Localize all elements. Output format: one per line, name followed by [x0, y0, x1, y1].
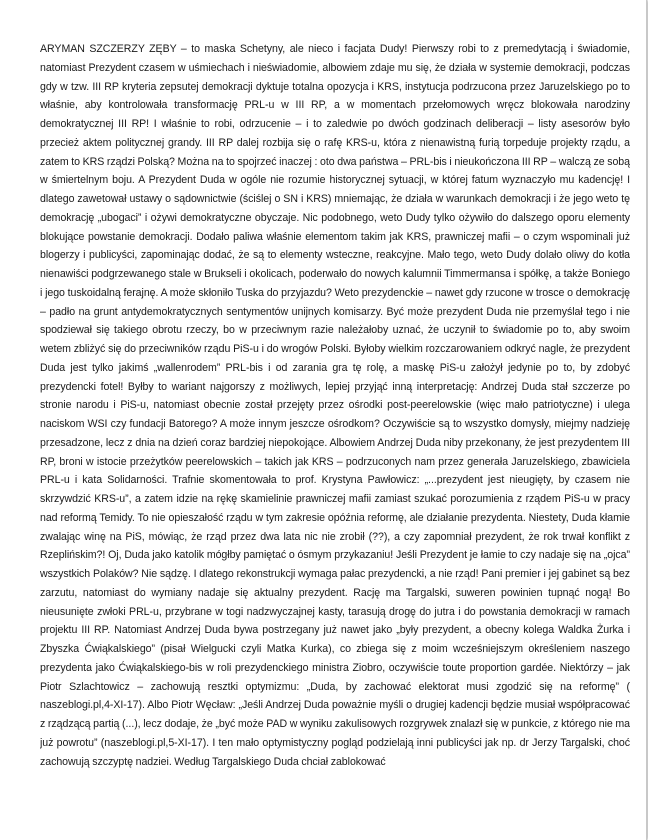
window-gutter: [648, 0, 658, 840]
document-body: [40, 40, 630, 840]
body-paragraph: ARYMAN SZCZERZY ZĘBY – to maska Schetyny, ale nieco i facjata Dudy! Pierwszy robi to z premedytacją i świadomie, natomiast Prezydent czasem w uśmiechach i nieświadomie, albowiem zdaje mu się, że działa w systemie demokracji, podczas gdy w tzw. III RP kryteria zepsutej demokracji dyktuje totalna opozycja i KRS, instytucja podrzucona przez Jaruzelskiego po to właśnie, aby kontrolowała transformację PRL-u w III RP, a w momentach przełomowych wręcz blokowała narodziny demokratycznej III RP! I właśnie to robi, odrzucenie – i to zaledwie po dwóch godzinach deliberacji – listy asesorów było przecież aktem politycznej grandy. III RP dalej rozbija się o rafę KRS-u, która z nienawistną furią torpeduje projekty rządu, a zatem to KRS rządzi Polską? Można na to spojrzeć inaczej : oto dwa państwa – PRL-bis i nieukończona III RP – walczą ze sobą w śmiertelnym boju. A Prezydent Duda w ogóle nie rozumie historycznej sytuacji, w której fatum wyznaczyło mu kadencję! I dlatego zawetował ustawy o sądownictwie (ściślej o SN i KRS) mniemając, że działa w warunkach demokracji i że jego weto tę demokrację „ubogaci” i ożywi demokratyczne obyczaje. Nic podobnego, weto Dudy tylko ożywiło do dalszego oporu elementy blokujące powstanie demokracji. Dodało paliwa właśnie elementom takim jak KRS, prawniczej mafii – o czym wspominali już blogerzy i publicyści, zapominając dodać, że są to elementy wsteczne, reakcyjne. Mało tego, weto Dudy dolało oliwy do kotła nienawiści podgrzewanego stale w Brukseli i okolicach, poderwało do nowych kalumnii Timmermansa i spółkę, a także Boniego i jego tuskoidalną ferajnę. A może skłoniło Tuska do przyjazdu? Weto prezydenckie – nawet gdy rzucone w trosce o demokrację – padło na grunt antydemokratycznych sentymentów unijnych komisarzy. Być może prezydent Duda nie przemyślał tego i nie spodziewał się takiego obrotu rzeczy, bo w przeciwnym razie należałoby uznać, że uczynił to świadomie po to, aby swoim wetem zbliżyć się do przeciwników rządu PiS-u i do wrogów Polski. Byłoby wielkim rozczarowaniem odkryć nagle, że prezydent Duda jest tylko jakimś „wallenrodem” PRL-bis i od zarania gra tę rolę, a maskę PiS-u założył jedynie po to, by zdobyć prezydencki fotel! Byłby to wariant najgorszy z możliwych, lepiej przyjąć inną interpretację: Andrzej Duda stał szczerze po stronie narodu i PiS-u, natomiast obecnie został przejęty przez ośrodki post-peerelowskie (więc mało patriotyczne) i ulega naciskom WSI czy fundacji Batorego? A może innym jeszcze ośrodkom? Oczywiście są to wszystko domysły, miejmy nadzieję przesadzone, lecz z dnia na dzień coraz bardziej niepokojące. Albowiem Andrzej Duda niby przekonany, że jest prezydentem III RP, broni w istocie przeżytków peerelowskich – takich jak KRS – podrzuconych nam przez generała Jaruzelskiego, zbawiciela PRL-u i kata Solidarności. Trafnie skomentowała to prof. Krystyna Pawłowicz: „...prezydent jest nieugięty, by czasem nie skrzywdzić KRS-u”, a zatem idzie na rękę skamielinie prawniczej mafii zamiast szukać porozumienia z rządem PiS-u w pracy nad reformą Temidy. To nie opieszałość rządu w tym zakresie opóźnia reformę, ale działanie prezydenta. Niestety, Duda kłamie zwalając winę na PiS, mówiąc, że rząd przez dwa lata nic nie zrobił (??), a czy zapomniał prezydent, że rok trwał konflikt z Rzeplińskim?! Oj, Duda jako katolik mógłby pamiętać o ósmym przykazaniu! Jeśli Prezydent je łamie to czy nadaje się na „ojca” wszystkich Polaków? Nie sądzę. I dlatego rekonstrukcji wymaga pałac prezydencki, a nie rząd! Pani premier i jej gabinet są bez zarzutu, natomiast do wymiany nadaje się aktualny prezydent. Rację ma Targalski, suweren powinien tupnąć nogą! Bo nieusunięte zwłoki PRL-u, przybrane w togi nadzwyczajnej kasty, tarasują drogę do jutra i do powstania demokracji w ramach projektu III RP. Natomiast Andrzej Duda bywa postrzegany już nawet jako „były prezydent, a obecny kolega Waldka Żurka i Zbyszka Ćwiąkalskiego” (pisał Wielgucki czyli Matka Kurka), co zbiega się z moim wcześniejszym określeniem naszego prezydenta jako Ćwiąkalskiego-bis w roli prezydenckiego ministra Ziobro, oczywiście toute proportion gardée. Niektórzy – jak Piotr Szlachtowicz – zachowują resztki optymizmu: „Duda, by zachować elektorat musi zgodzić się na reformę” ( naszeblogi.pl,4-XI-17). Albo Piotr Węcław: „Jeśli Andrzej Duda poważnie myśli o drugiej kadencji będzie musiał współpracować z rządzącą partią (...), lecz dodaje, że „być może PAD w wyniku zakulisowych rozgrywek znalazł się w punkcie, z którego nie ma już powrotu” (naszeblogi.pl,5-XI-17). I ten mało optymistyczny pogląd podzielają inni publicyści jak np. dr Jerzy Targalski, choć zachowują szczyptę nadziei. Według Targalskiego Duda chciał zablokować: [40, 43, 630, 768]
